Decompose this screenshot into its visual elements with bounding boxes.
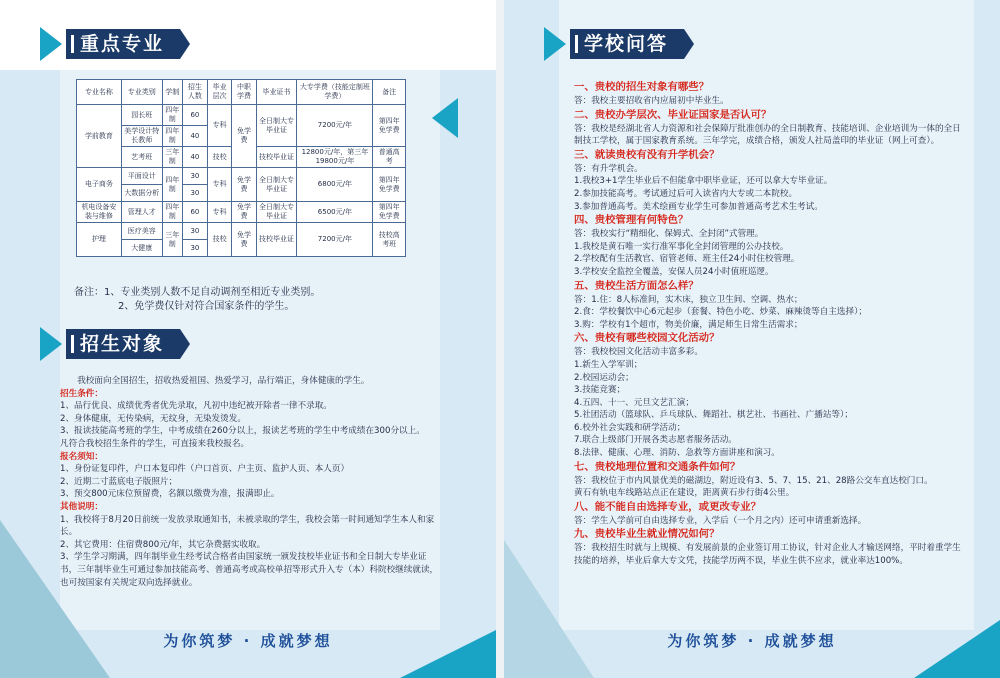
note-line: 备注：1、专业类别人数不足自动调剂至相近专业类别。 <box>74 287 321 298</box>
enrollment-text <box>60 375 440 589</box>
table-cell: 管理人才 <box>121 202 162 223</box>
question: 三、就读贵校有没有升学机会？ <box>574 148 720 161</box>
table-header-cell: 中职学费 <box>232 80 256 105</box>
answer-line: 3.技能竞赛； <box>574 385 626 396</box>
answer-line: 黄石有轨电车线路站点正在建设，距离黄石步行街4公里。 <box>574 488 795 499</box>
answer-line: 答：我校实行“精细化、保姆式、全封闭”式管理。 <box>574 229 764 240</box>
answer-line: 2.食：学校餐饮中心6元起步（套餐、特色小吃、炒菜、麻辣烫等自主选择）； <box>574 307 867 318</box>
decorative-triangle <box>432 98 458 138</box>
table-header-cell: 毕业层次 <box>207 80 231 105</box>
table-header-cell: 专业名称 <box>77 80 122 105</box>
list-item: 3、学生学习期满，四年制毕业生经考试合格者由国家统一颁发技校毕业证书和全日制大专毕业证书，三年制毕业生可通过参加技能高考、普通高考或高校单招等形式升入专（本）科院校继续就读，也可按国家有关规定双向选择就业。 <box>60 552 439 588</box>
table-cell: 四年制 <box>162 105 182 126</box>
question: 七、贵校地理位置和交通条件如何？ <box>574 460 741 473</box>
note-line: 2、免学费仅针对符合国家条件的学生。 <box>118 301 295 312</box>
table-header-cell: 毕业证书 <box>256 80 297 105</box>
table-cell: 全日制大专毕业证 <box>256 202 297 223</box>
list-item: 1、品行优良、成绩优秀者优先录取，凡初中违纪被开除者一律不录取。 <box>60 401 332 412</box>
answer-line: 答：学生入学前可自由选择专业，入学后（一个月之内）还可申请重新选择。 <box>574 515 867 526</box>
table-header-cell: 招生人数 <box>182 80 207 105</box>
right-page <box>504 0 1000 678</box>
table-cell: 技校毕业证 <box>256 147 297 168</box>
majors-table <box>76 79 406 257</box>
answer-line: 2.学校配有生活教官、宿管老师、班主任24小时住校管理。 <box>574 254 800 265</box>
left-page <box>0 0 496 678</box>
table-header-cell: 大专学费（技能定制班学费） <box>297 80 373 105</box>
question: 九、贵校毕业生就业情况如何？ <box>574 528 720 541</box>
heading-apply: 报名须知： <box>60 451 103 462</box>
table-cell: 大数据分析 <box>121 185 162 202</box>
section-title: 招生对象 <box>66 329 180 359</box>
table-cell: 护理 <box>77 223 122 257</box>
table-notes <box>74 286 321 314</box>
table-cell: 全日制大专毕业证 <box>256 168 297 202</box>
table-cell: 三年制 <box>162 223 182 257</box>
answer-line: 4.五四、十一、元旦文艺汇演； <box>574 397 694 408</box>
answer-line: 6.校外社会实践和研学活动； <box>574 422 686 433</box>
answer-line: 答：我校位于市内风景优美的磁湖边，附近设有3、5、7、15、21、28路公交车直达校门口。 <box>574 475 933 486</box>
table-cell: 平面设计 <box>121 168 162 185</box>
answer-line: 2.校园运动会； <box>574 372 634 383</box>
answer-line: 1.我校是黄石唯一实行准军事化全封闭管理的公办技校。 <box>574 241 789 252</box>
answer-line: 7.联合上级部门开展各类志愿者服务活动。 <box>574 435 737 446</box>
table-cell: 技校高考班 <box>373 223 406 257</box>
table-cell: 40 <box>182 126 207 147</box>
table-cell: 三年制 <box>162 147 182 168</box>
answer-line: 答：有升学机会。 <box>574 163 643 174</box>
table-cell: 免学费 <box>232 202 256 223</box>
table-cell: 免学费 <box>232 223 256 257</box>
answer-line: 3.学校安全监控全覆盖，安保人员24小时值班巡逻。 <box>574 266 774 277</box>
table-cell: 专科 <box>207 168 231 202</box>
table-cell: 第四年免学费 <box>373 105 406 147</box>
table-cell: 技校 <box>207 223 231 257</box>
answer-line: 2.参加技能高考。考试通过后可入读省内大专或二本院校。 <box>574 188 798 199</box>
answer-line: 答：我校招生时就与上规模、有发展前景的企业签订用工协议，针对企业人才输送网络，平时着重学生技能的培养，毕业后拿大专文凭，技能学历两不误，毕业生供不应求，就业率达100%。 <box>574 543 961 567</box>
list-item: 1、身份证复印件，户口本复印件（户口首页、户主页、监护人页、本人页） <box>60 464 350 475</box>
page-fold <box>496 0 504 678</box>
list-item: 1、我校将于8月20日前统一发放录取通知书，未被录取的学生，我校会第一时间通知学生本人和家长。 <box>60 514 435 538</box>
table-cell: 艺考班 <box>121 147 162 168</box>
list-item: 3、预交800元床位预留费，名额以缴费为准，报满即止。 <box>60 489 280 500</box>
answer-line: 答：我校校园文化活动丰富多彩。 <box>574 347 703 358</box>
table-row <box>77 202 406 223</box>
slogan: 为你筑梦 · 成就梦想 <box>667 632 837 650</box>
table-cell: 30 <box>182 168 207 185</box>
slogan: 为你筑梦 · 成就梦想 <box>163 632 333 650</box>
table-cell: 全日制大专毕业证 <box>256 105 297 147</box>
section-header-enrollment <box>40 329 190 359</box>
answer-line: 答：我校主要招收省内应届初中毕业生。 <box>574 96 729 106</box>
question: 四、贵校管理有何特色？ <box>574 214 689 227</box>
table-cell: 12800元/年，第三年19800元/年 <box>297 147 373 168</box>
table-cell: 60 <box>182 105 207 126</box>
table-cell: 技校 <box>207 147 231 168</box>
table-cell: 机电设备安装与维修 <box>77 202 122 223</box>
table-header-cell: 学制 <box>162 80 182 105</box>
table-header-cell: 备注 <box>373 80 406 105</box>
list-item: 2、身体健康，无传染病，无纹身，无染发烫发。 <box>60 413 246 424</box>
answer-line: 答：我校是经湖北省人力资源和社会保障厅批准创办的全日制教育、技能培训、企业培训为一体的全日制技工学校，属于国家教育系统。三年学完，成绩合格，颁发人社局盖印的毕业证（网上可查）。 <box>574 123 961 147</box>
table-cell: 40 <box>182 147 207 168</box>
table-cell: 第四年免学费 <box>373 202 406 223</box>
table-cell: 大健康 <box>121 240 162 257</box>
table-cell: 专科 <box>207 105 231 147</box>
answer-line: 1.新生入学军训； <box>574 359 643 370</box>
table-cell: 30 <box>182 185 207 202</box>
question: 二、贵校办学层次、毕业证国家是否认可？ <box>574 108 772 121</box>
table-header-cell: 专业类别 <box>121 80 162 105</box>
answer-line: 3.参加普通高考。美术绘画专业学生可参加普通高考艺术生考试。 <box>574 201 823 212</box>
question: 八、能不能自由选择专业，或更改专业？ <box>574 500 762 513</box>
decorative-corner <box>504 540 594 678</box>
table-row <box>77 223 406 240</box>
decorative-corner <box>0 520 110 678</box>
table-cell: 免学费 <box>232 168 256 202</box>
table-cell: 第四年免学费 <box>373 168 406 202</box>
list-item: 2、其它费用：住宿费800元/年，其它杂费据实收取。 <box>60 539 266 550</box>
list-item: 凡符合我校招生条件的学生，可直接来我校报名。 <box>60 438 250 449</box>
table-cell: 专科 <box>207 202 231 223</box>
table-cell: 30 <box>182 240 207 257</box>
answer-line: 3.购：学校有1个超市，物美价廉，满足师生日常生活需求； <box>574 319 803 330</box>
section-header-qa <box>544 29 694 59</box>
table-body <box>77 105 406 257</box>
table-cell: 四年制 <box>162 168 182 202</box>
qa-list <box>574 80 964 568</box>
question: 六、贵校有哪些校园文化活动？ <box>574 332 720 345</box>
table-row <box>77 105 406 126</box>
table-cell: 30 <box>182 223 207 240</box>
answer-line: 答：1.住：8人标准间，实木床，独立卫生间、空调、热水； <box>574 294 803 305</box>
table-row <box>77 168 406 185</box>
table-cell: 医疗美容 <box>121 223 162 240</box>
table-cell: 免学费 <box>232 105 256 168</box>
section-header-key-majors <box>40 29 190 59</box>
table-cell: 6800元/年 <box>297 168 373 202</box>
table-cell: 60 <box>182 202 207 223</box>
table-cell: 7200元/年 <box>297 105 373 147</box>
table-cell: 普通高考 <box>373 147 406 168</box>
table-cell: 7200元/年 <box>297 223 373 257</box>
section-title: 重点专业 <box>66 29 180 59</box>
table-cell: 电子商务 <box>77 168 122 202</box>
table-cell: 四年制 <box>162 126 182 147</box>
heading-other: 其他说明： <box>60 501 103 512</box>
question: 一、贵校的招生对象有哪些？ <box>574 81 710 93</box>
table-cell: 技校毕业证 <box>256 223 297 257</box>
answer-line: 1.我校3+1学生毕业后不但能拿中职毕业证，还可以拿大专毕业证。 <box>574 176 833 187</box>
list-item: 3、报读技能高考班的学生，中考成绩在260分以上，报读艺考班的学生中考成绩在300分以上。 <box>60 426 425 437</box>
heading-conditions: 招生条件： <box>60 388 103 399</box>
table-cell: 美学设计特长教师 <box>121 126 162 147</box>
list-item: 2、近期二寸蓝底电子版照片； <box>60 476 178 487</box>
intro-text: 我校面向全国招生，招收热爱祖国、热爱学习，品行端正，身体健康的学生。 <box>77 376 370 386</box>
table-cell: 6500元/年 <box>297 202 373 223</box>
table-cell: 学前教育 <box>77 105 122 168</box>
section-title: 学校问答 <box>570 29 684 59</box>
table-cell: 四年制 <box>162 202 182 223</box>
table-header-row <box>77 80 406 105</box>
table-cell: 园长班 <box>121 105 162 126</box>
answer-line: 5.社团活动（篮球队、乒乓球队、舞蹈社、棋艺社、书画社、广播站等）； <box>574 410 853 421</box>
question: 五、贵校生活方面怎么样？ <box>574 279 699 292</box>
answer-line: 8.法律、健康、心理、消防、急救等方面讲座和演习。 <box>574 448 780 459</box>
